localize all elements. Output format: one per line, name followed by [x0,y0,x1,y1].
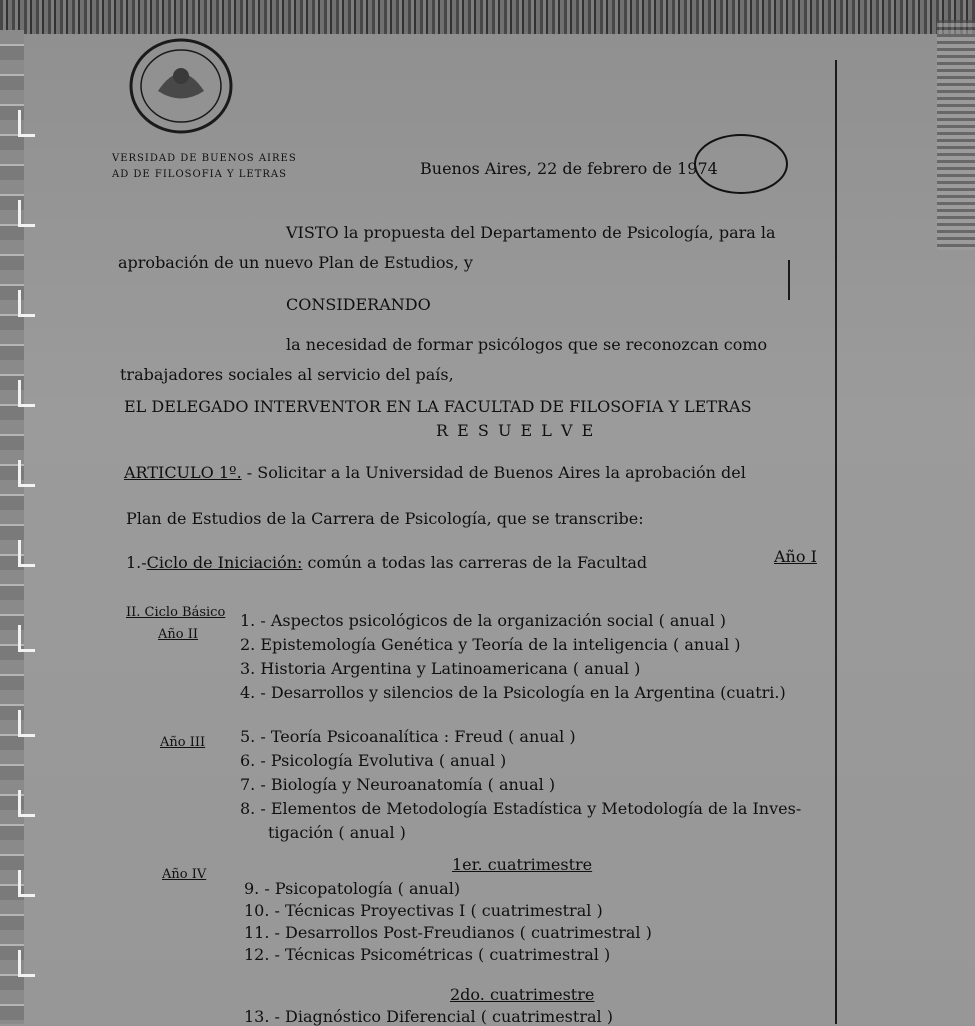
considerando-heading: CONSIDERANDO [286,295,431,314]
course-item: 10. - Técnicas Proyectivas I ( cuatrimestral ) [244,901,603,920]
binder-mark [18,710,35,737]
scan-noise-top [0,0,975,34]
binder-mark [18,460,35,487]
binder-mark [18,110,35,137]
course-item: 4. - Desarrollos y silencios de la Psicología en la Argentina (cuatri.) [240,683,786,702]
course-item: 7. - Biología y Neuroanatomía ( anual ) [240,775,556,794]
anio-ii-label: Año II [158,627,198,642]
institution-line-1: VERSIDAD DE BUENOS AIRES [112,153,297,164]
resuelve-heading: R E S U E L V E [436,421,596,440]
visto-line-2: aprobación de un nuevo Plan de Estudios, y [118,253,473,272]
necesidad-line-1: la necesidad de formar psicólogos que se reconozcan como [286,335,768,354]
ciclo-iniciacion-number: 1.- [126,553,147,572]
university-seal-icon [128,36,234,136]
anio-iv-label: Año IV [162,867,207,882]
margin-line [835,60,837,1024]
ciclo-iniciacion-year: Año I [774,547,817,566]
articulo-label: ARTICULO 1º. [124,463,242,482]
ciclo-iniciacion-text: común a todas las carreras de la Facultad [302,553,648,572]
delegado-heading: EL DELEGADO INTERVENTOR EN LA FACULTAD DE FILOSOFIA Y LETRAS [124,397,752,416]
course-item: 1. - Aspectos psicológicos de la organización social ( anual ) [240,611,727,630]
course-item: 13. - Diagnóstico Diferencial ( cuatrimestral ) [244,1007,613,1026]
binder-mark [18,380,35,407]
margin-line [788,260,790,300]
handwritten-circle [694,134,788,194]
cuatrimestre-1-heading: 1er. cuatrimestre [452,855,593,874]
course-item: 11. - Desarrollos Post-Freudianos ( cuatrimestral ) [244,923,652,942]
course-item: 6. - Psicología Evolutiva ( anual ) [240,751,507,770]
course-item: 9. - Psicopatología ( anual) [244,879,461,898]
binder-mark [18,290,35,317]
binder-mark [18,540,35,567]
necesidad-line-2: trabajadores sociales al servicio del país, [120,365,454,384]
course-item: 3. Historia Argentina y Latinoamericana ( anual ) [240,659,641,678]
anio-iii-label: Año III [160,735,206,750]
binder-mark [18,790,35,817]
binder-mark [18,625,35,652]
ciclo-basico-header: II. Ciclo Básico [126,605,226,620]
course-item: 12. - Técnicas Psicométricas ( cuatrimestral ) [244,945,611,964]
ciclo-iniciacion-line [126,554,647,572]
articulo-text: - Solicitar a la Universidad de Buenos Aires la aprobación del [241,463,746,482]
visto-line-1: VISTO la propuesta del Departamento de Psicología, para la [286,223,776,242]
course-item-continuation: tigación ( anual ) [268,823,406,842]
binder-mark [18,870,35,897]
binder-mark [18,200,35,227]
institution-line-2: AD DE FILOSOFIA Y LETRAS [112,169,287,180]
binder-mark [18,950,35,977]
cuatrimestre-2-heading: 2do. cuatrimestre [450,985,595,1004]
scan-noise-right [937,20,975,250]
course-item: 8. - Elementos de Metodología Estadística y Metodología de la Inves- [240,799,802,818]
course-item: 2. Epistemología Genética y Teoría de la inteligencia ( anual ) [240,635,741,654]
ciclo-iniciacion-label: Ciclo de Iniciación: [146,553,303,572]
document-date: Buenos Aires, 22 de febrero de 1974 [420,159,718,178]
plan-line: Plan de Estudios de la Carrera de Psicología, que se transcribe: [126,509,644,528]
course-item: 5. - Teoría Psicoanalítica : Freud ( anual ) [240,727,576,746]
articulo-line [124,464,746,482]
